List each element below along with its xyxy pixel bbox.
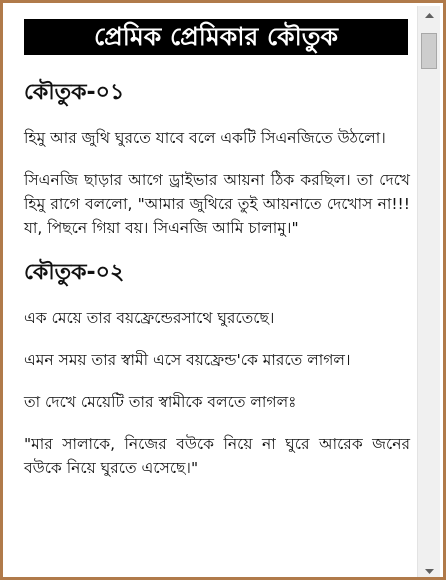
joke-02-paragraph: এমন সময় তার স্বামী এসে বয়ফ্রেন্ড'কে মারতে লাগল। <box>24 351 351 369</box>
joke-02-paragraph: তা দেখে মেয়েটি তার স্বামীকে বলতে লাগলঃ <box>24 393 297 411</box>
page-content[interactable] <box>6 6 417 580</box>
vertical-scrollbar[interactable] <box>417 6 440 580</box>
joke-02-paragraph: "মার সালাকে, নিজের বউকে নিয়ে না ঘুরে আরেক জনের বউকে নিয়ে ঘুরতে এসেছে।" <box>24 435 410 477</box>
joke-01-paragraph: হিমু আর জুথি ঘুরতে যাবে বলে একটি সিএনজিতে উঠলো। <box>24 129 386 147</box>
scroll-down-arrow-icon[interactable] <box>418 562 440 580</box>
joke-02-paragraph: এক মেয়ে তার বয়ফ্রেন্ডেরসাথে ঘুরতেছে। <box>24 309 275 327</box>
scroll-up-arrow-icon[interactable] <box>418 6 440 24</box>
joke-heading-01: কৌতুক-০১ <box>24 80 125 105</box>
article-body <box>24 78 410 498</box>
joke-heading-02: কৌতুক-০২ <box>24 260 125 285</box>
joke-01-paragraph: সিএনজি ছাড়ার আগে ড্রাইভার আয়না ঠিক করছিল। তা দেখে হিমু রাগে বললো, "আমার জুথিরে তুই আয়নাতে দেখোস না!!! যা, পিছনে গিয়া বয়। সিএনজি আমি চালামু।" <box>24 171 410 237</box>
page-title: প্রেমিক প্রেমিকার কৌতুক <box>24 19 408 55</box>
scroll-thumb[interactable] <box>421 33 437 69</box>
